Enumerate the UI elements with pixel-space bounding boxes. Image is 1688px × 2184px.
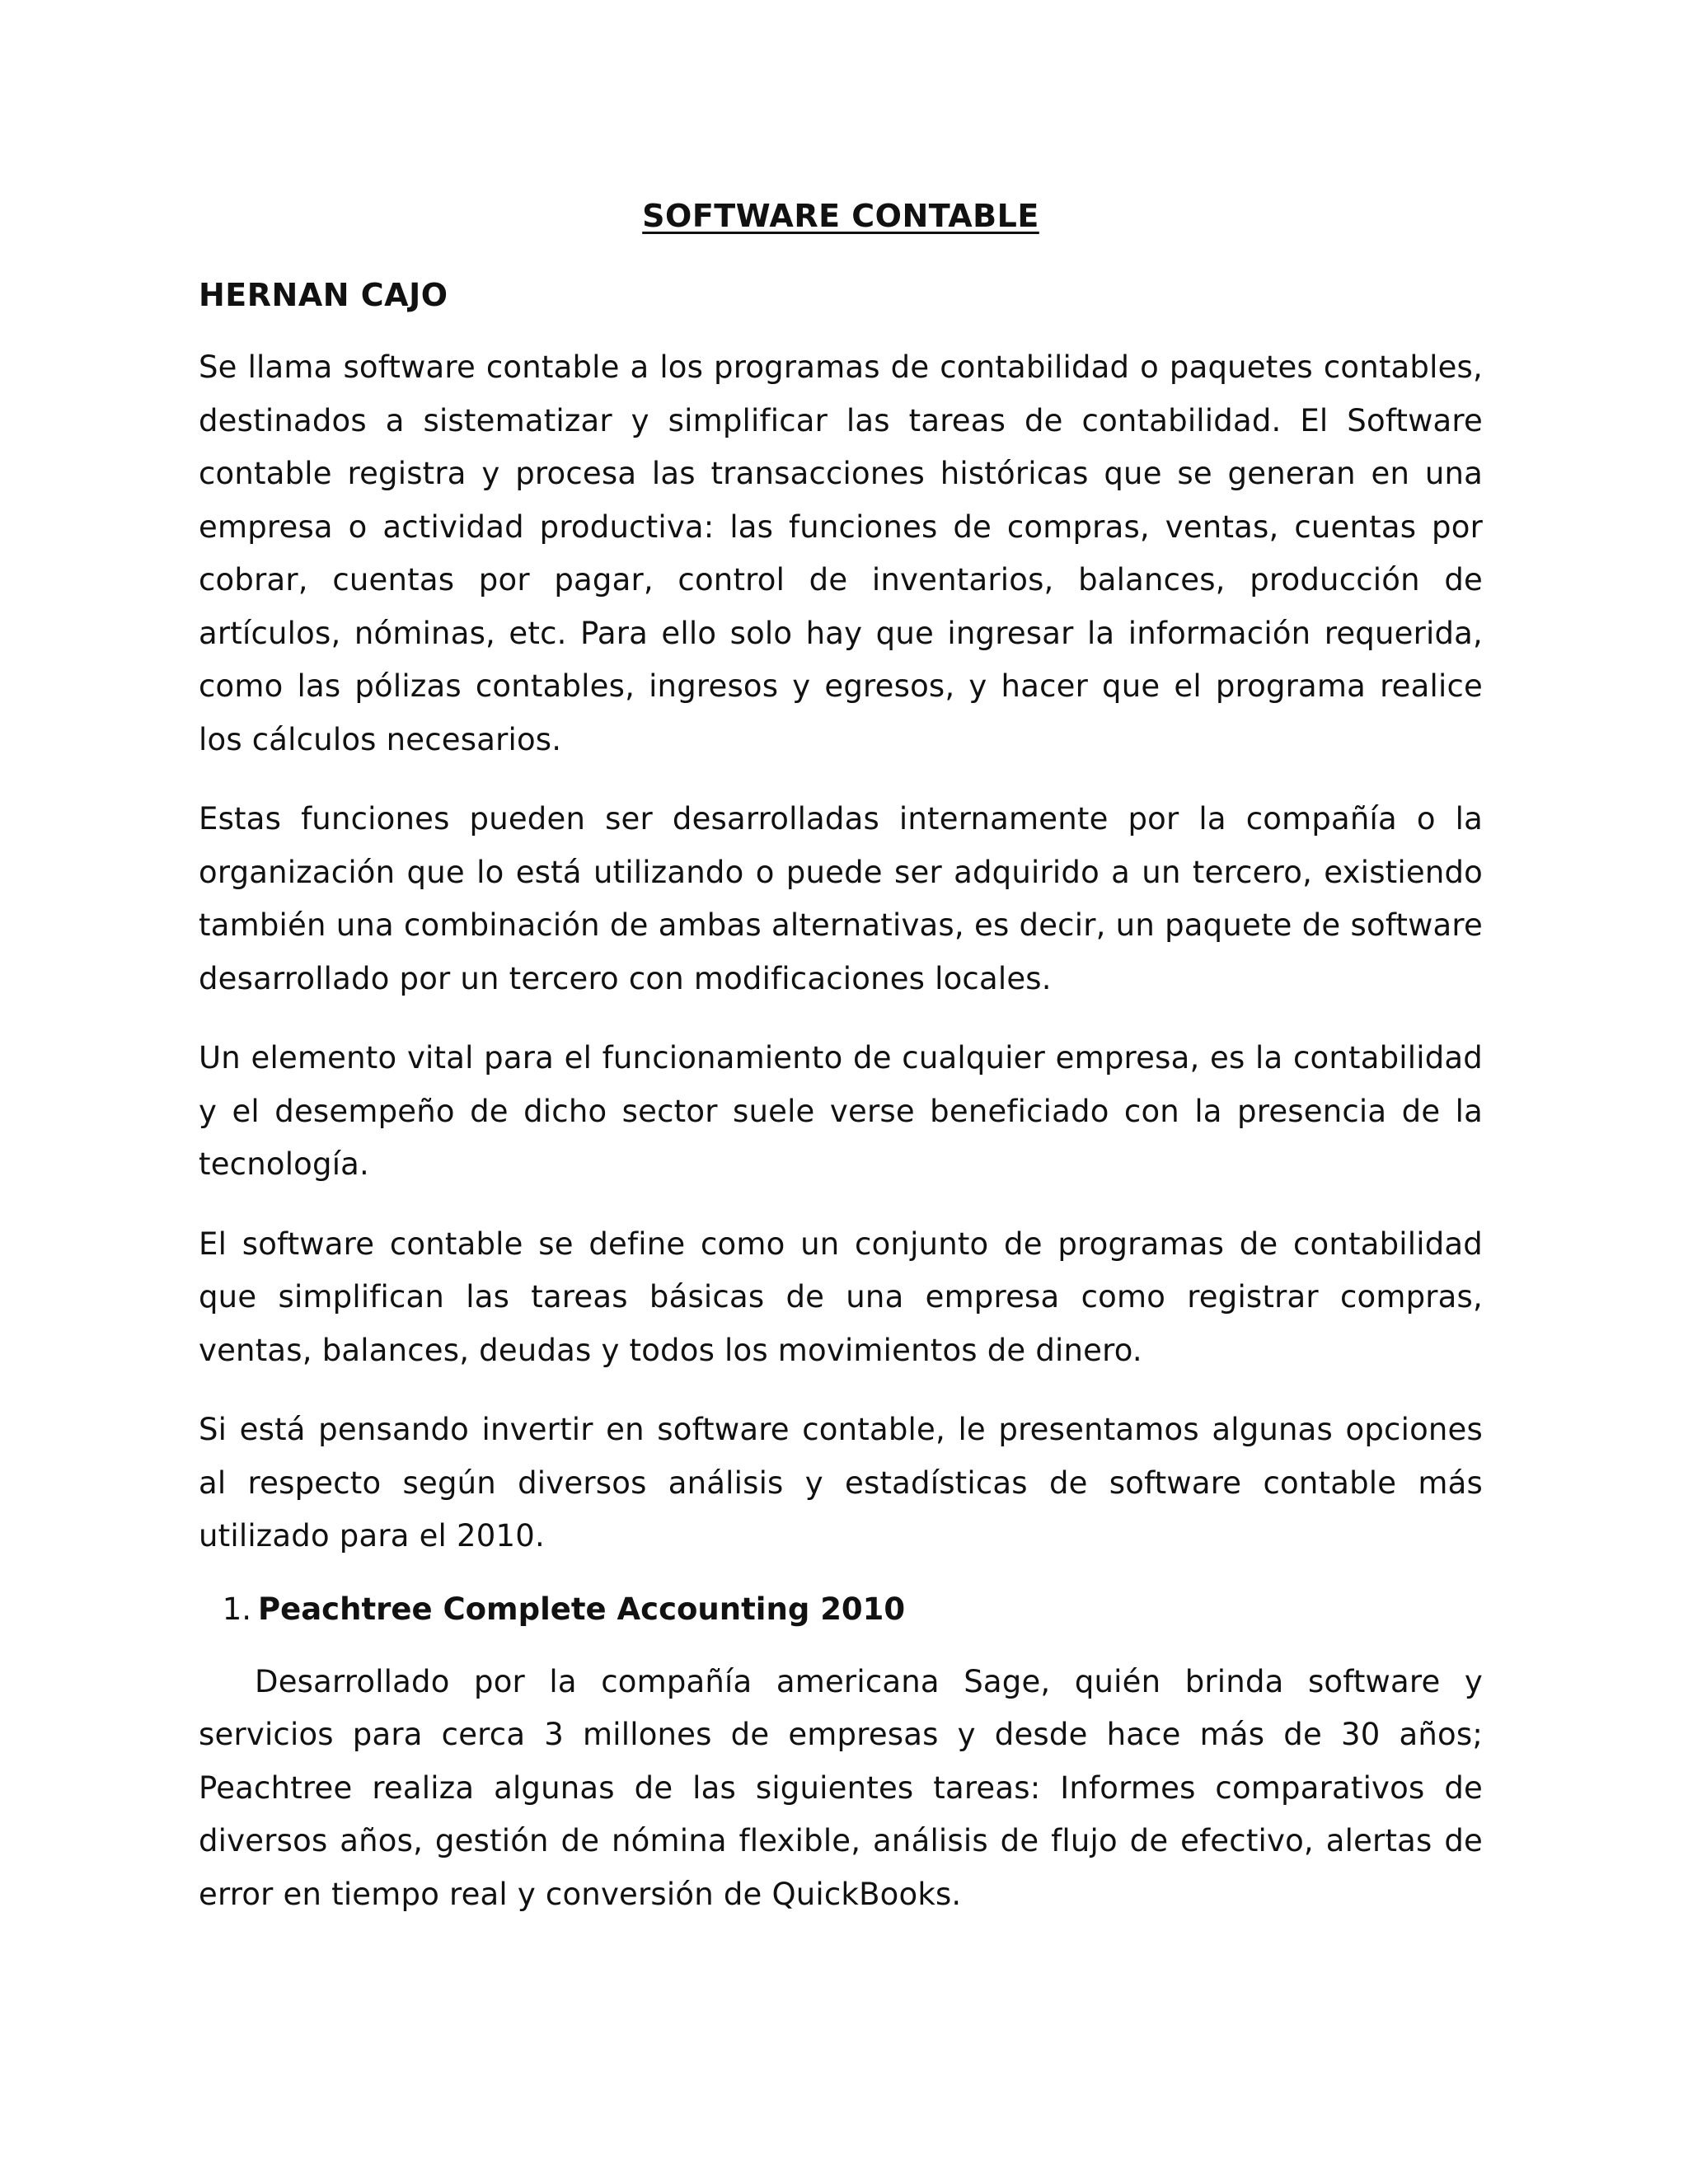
list-item-number: 1. xyxy=(222,1591,251,1627)
document-title xyxy=(199,196,1483,236)
paragraph-development: Estas funciones pueden ser desarrolladas internamente por la compañía o la organización que lo está utilizando o puede ser adquirido a un tercero, existiendo también una combinación de ambas alternativas, es decir, un paquete de software desarrollado por un tercero con modificaciones locales. xyxy=(199,801,1483,996)
paragraph-investment: Si está pensando invertir en software contable, le presentamos algunas opciones al respecto según diversos análisis y estadísticas de software contable más utilizado para el 2010. xyxy=(199,1412,1483,1554)
list-item-label: Peachtree Complete Accounting 2010 xyxy=(258,1591,906,1627)
author-name: HERNAN CAJO xyxy=(199,277,448,313)
paragraph-definition: Se llama software contable a los programas de contabilidad o paquetes contables, destinados a sistematizar y simplificar las tareas de contabilidad. El Software contable registra y procesa las transacciones históricas que se generan en una empresa o actividad productiva: las funciones de compras, ventas, cuentas por cobrar, cuentas por pagar, control de inventarios, balances, producción de artículos, nóminas, etc. Para ello solo hay que ingresar la información requerida, como las pólizas contables, ingresos y egresos, y hacer que el programa realice los cálculos necesarios. xyxy=(199,349,1483,757)
paragraph-software-definition: El software contable se define como un conjunto de programas de contabilidad que simplifican las tareas básicas de una empresa como registrar compras, ventas, balances, deudas y todos los movimientos de dinero. xyxy=(199,1226,1483,1368)
document-body xyxy=(199,196,1483,1947)
paragraph-peachtree-description: Desarrollado por la compañía americana Sage, quién brinda software y servicios para cerca 3 millones de empresas y desde hace más de 30 años; Peachtree realiza algunas de las siguientes tareas: Informes comparativos de diversos años, gestión de nómina flexible, análisis de flujo de efectivo, alertas de error en tiempo real y conversión de QuickBooks. xyxy=(199,1663,1483,1912)
paragraph-vital-element: Un elemento vital para el funcionamiento de cualquier empresa, es la contabilidad y el desempeño de dicho sector suele verse beneficiado con la presencia de la tecnología. xyxy=(199,1040,1483,1182)
document-title-text: SOFTWARE CONTABLE xyxy=(642,198,1039,234)
list-item-peachtree xyxy=(199,1590,1483,1629)
